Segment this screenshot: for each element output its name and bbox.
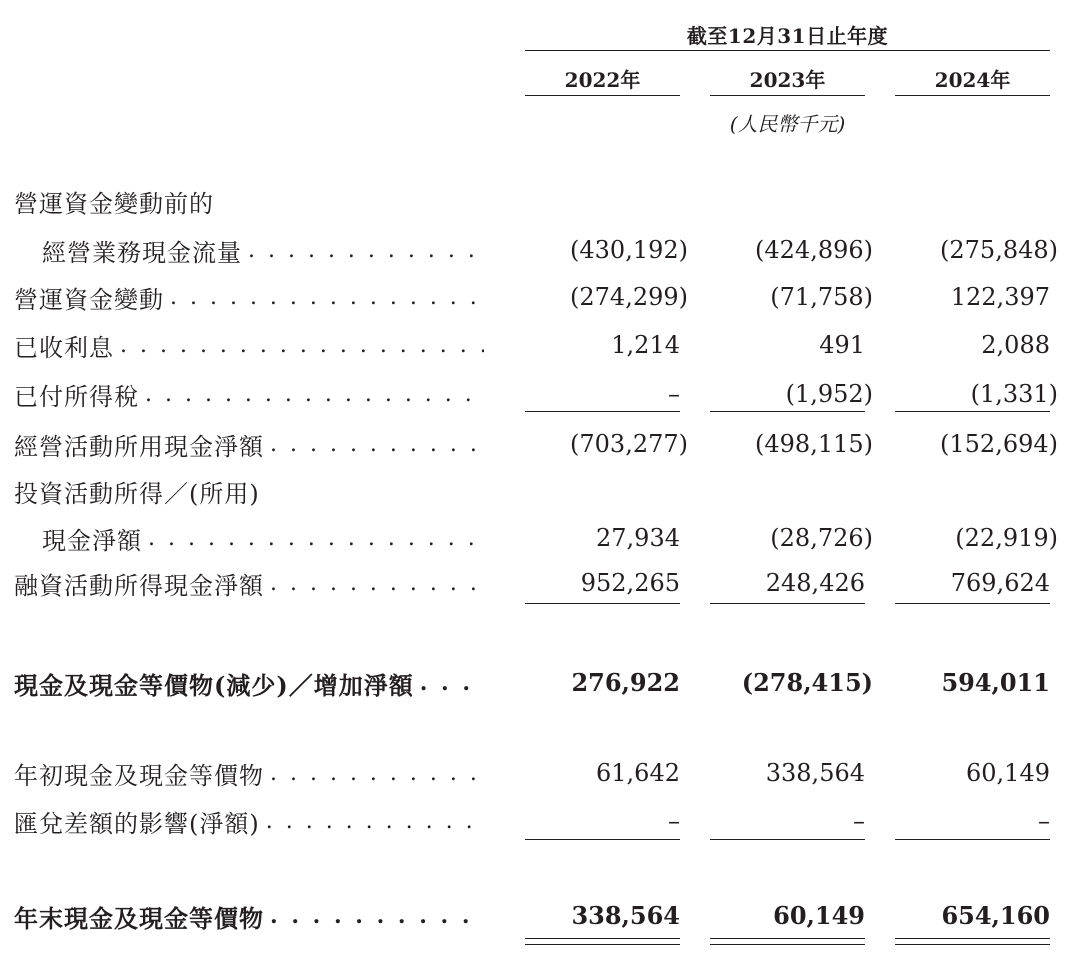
dot-leader <box>270 571 484 596</box>
value-investing-2023: (28,726) <box>770 524 873 552</box>
value-interest-2023: 491 <box>819 331 865 359</box>
value-tax-2023: (1,952) <box>785 380 873 408</box>
value-tax-2022: – <box>668 380 680 408</box>
value-financing-2023: 248,426 <box>765 569 865 597</box>
value-ending-2022: 338,564 <box>571 901 680 930</box>
row-label-investing: 現金淨額 . . . <box>42 521 484 555</box>
row-label-op-cf-before-wc: 經營業務現金流量 . . . <box>42 233 484 267</box>
dot-leader <box>148 526 484 551</box>
dot-leader <box>420 670 484 696</box>
subtotal-rule-2023 <box>710 411 865 412</box>
total-double-rule-2023-bottom <box>710 944 865 945</box>
value-beginning-2023: 338,564 <box>765 759 865 787</box>
subtotal-rule-2024 <box>895 411 1050 412</box>
value-net-op-2023: (498,115) <box>755 430 873 458</box>
year-rule-2022 <box>525 95 680 96</box>
subtotal-rule-2022 <box>525 603 680 604</box>
value-fx-2022: – <box>668 807 680 835</box>
value-wc-change-2022: (274,299) <box>570 283 688 311</box>
row-label-op-cf-before-wc-line1: 營運資金變動前的 <box>14 189 214 218</box>
subtotal-rule-2024 <box>895 839 1050 840</box>
row-label-financing: 融資活動所得現金淨額 . . . <box>14 566 484 600</box>
unit-label: (人民幣千元) <box>729 112 846 136</box>
value-financing-2024: 769,624 <box>950 569 1050 597</box>
value-interest-2022: 1,214 <box>611 331 680 359</box>
value-op-cf-2022: (430,192) <box>570 236 688 264</box>
subtotal-rule-2024 <box>895 603 1050 604</box>
value-financing-2022: 952,265 <box>580 569 680 597</box>
year-2022-header: 2022年 <box>564 68 641 92</box>
value-fx-2024: – <box>1038 807 1050 835</box>
value-op-cf-2024: (275,848) <box>940 236 1058 264</box>
row-label-beginning-cash: 年初現金及現金等價物 . . . <box>14 756 484 790</box>
value-ending-2024: 654,160 <box>941 901 1050 930</box>
year-rule-2024 <box>895 95 1050 96</box>
row-label-interest-received: 已收利息 . . . <box>14 328 484 362</box>
value-ending-2023: 60,149 <box>773 901 865 930</box>
row-label-tax-paid: 已付所得稅 . . . <box>14 377 484 411</box>
row-label-ending-cash: 年末現金及現金等價物 . . . <box>14 899 484 933</box>
value-net-change-2023: (278,415) <box>741 668 873 697</box>
dot-leader <box>248 238 484 263</box>
value-wc-change-2023: (71,758) <box>770 283 873 311</box>
period-header-rule <box>525 50 1050 51</box>
dot-leader <box>266 809 484 834</box>
value-beginning-2022: 61,642 <box>596 759 680 787</box>
row-label-fx-effect: 匯兌差額的影響(淨額) . . . <box>14 804 484 838</box>
value-op-cf-2023: (424,896) <box>755 236 873 264</box>
year-rule-2023 <box>710 95 865 96</box>
total-double-rule-2024-top <box>895 938 1050 939</box>
row-label-net-op-cash: 經營活動所用現金淨額 . . . <box>14 427 484 461</box>
total-double-rule-2023-top <box>710 938 865 939</box>
subtotal-rule-2022 <box>525 839 680 840</box>
value-net-op-2022: (703,277) <box>570 430 688 458</box>
row-label-wc-change: 營運資金變動 . . . <box>14 280 484 314</box>
year-2023-header: 2023年 <box>749 68 826 92</box>
row-label-investing-line1: 投資活動所得／(所用) <box>14 479 260 508</box>
dot-leader <box>120 333 484 358</box>
dot-leader <box>145 382 484 407</box>
subtotal-rule-2022 <box>525 411 680 412</box>
subtotal-rule-2023 <box>710 839 865 840</box>
value-tax-2024: (1,331) <box>970 380 1058 408</box>
period-header: 截至12月31日止年度 <box>686 24 889 48</box>
dot-leader <box>170 285 484 310</box>
total-double-rule-2022-top <box>525 938 680 939</box>
value-wc-change-2024: 122,397 <box>950 283 1050 311</box>
value-fx-2023: – <box>853 807 865 835</box>
value-net-change-2022: 276,922 <box>571 668 680 697</box>
value-investing-2022: 27,934 <box>596 524 680 552</box>
dot-leader <box>270 903 484 929</box>
total-double-rule-2022-bottom <box>525 944 680 945</box>
value-interest-2024: 2,088 <box>981 331 1050 359</box>
value-net-change-2024: 594,011 <box>941 668 1050 697</box>
dot-leader <box>270 761 484 786</box>
value-beginning-2024: 60,149 <box>966 759 1050 787</box>
year-2024-header: 2024年 <box>934 68 1011 92</box>
dot-leader <box>270 432 484 457</box>
value-investing-2024: (22,919) <box>955 524 1058 552</box>
value-net-op-2024: (152,694) <box>940 430 1058 458</box>
subtotal-rule-2023 <box>710 603 865 604</box>
row-label-net-change: 現金及現金等價物(減少)／增加淨額 . . . <box>14 666 484 700</box>
total-double-rule-2024-bottom <box>895 944 1050 945</box>
